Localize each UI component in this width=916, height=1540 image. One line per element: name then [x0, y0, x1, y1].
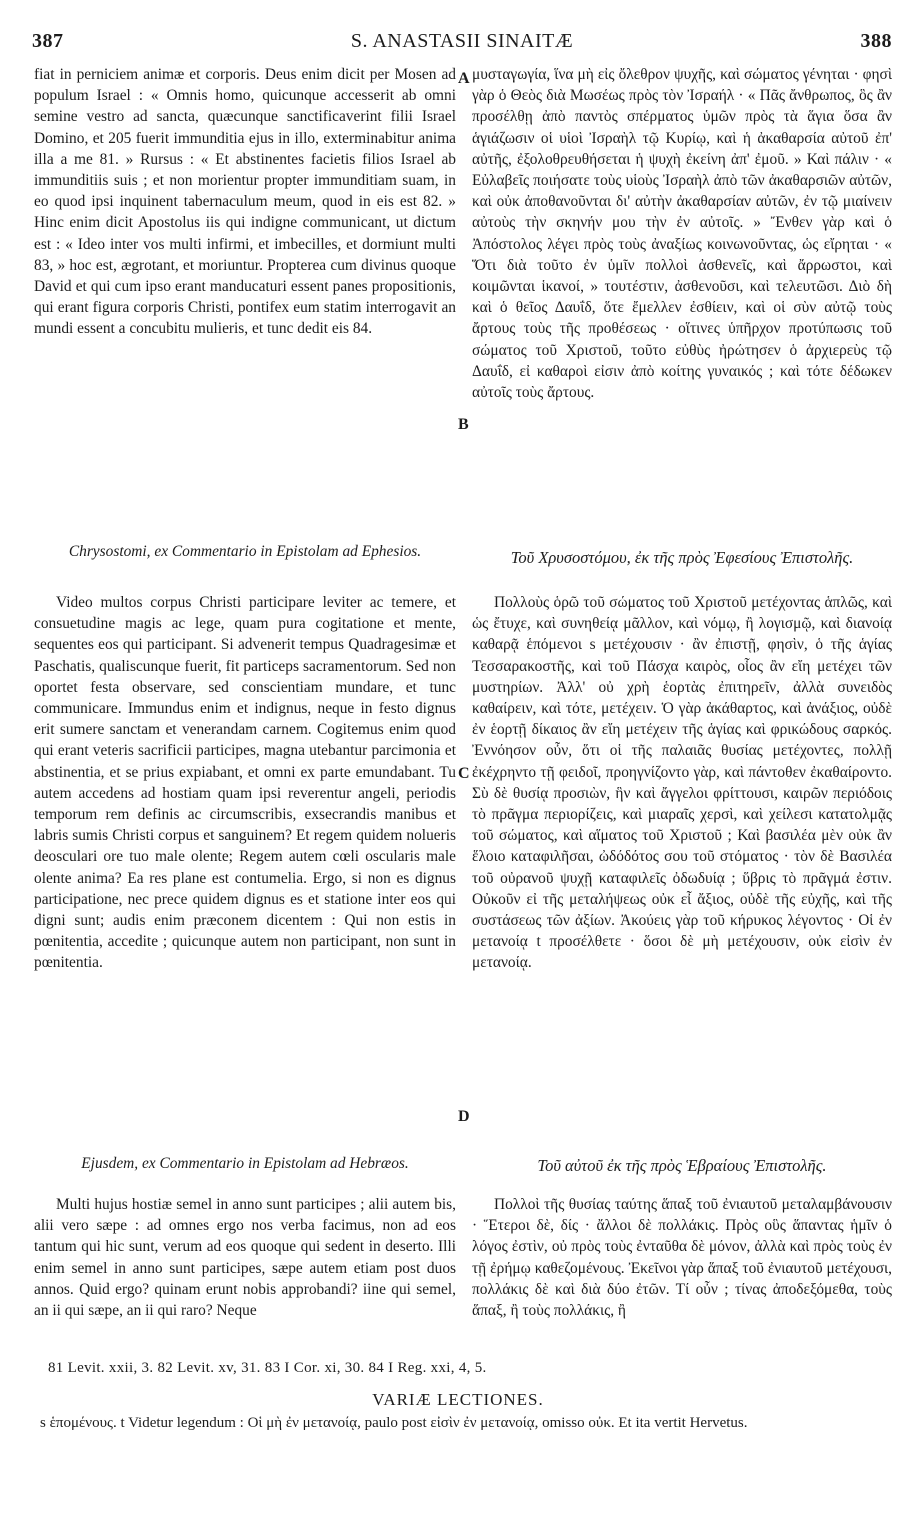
greek-section-ephesios — [472, 548, 892, 567]
footnotes: 81 Levit. xxii, 3. 82 Levit. xv, 31. 83 I Cor. xi, 30. 84 I Reg. xxi, 4, 5. — [48, 1360, 487, 1376]
latin-body-hebraeos: Multi hujus hostiæ semel in anno sunt participes ; alii autem bis, alii vero sæpe : ad omnes ergo nos verba facimus, non ad eos tantum qui hic sunt, verum ad eos quoque qui sedent in deserto. Illi enim semel in anno sunt participes, sæpe autem etiam post duos annos. Quid ergo? quinam erunt nobis approbandi? iine qui semel, an ii qui sæpe, an ii qui raro? Neque — [34, 1196, 456, 1320]
latin-body-ephesios: Video multos corpus Christi participare leviter ac temere, et consuetudine magis ac lege, quam pura cogitatione et mente, sequentes eos qui participant. Si advenerit tempus Quadragesimæ et Paschatis, qualiscunque fuerit, fit particeps sacramentorum. Sed non oportet festa observare, sed conscientiam mundare, et tunc communicare. Immundus enim et indignus, neque in festo dignus erit sumere sanctam et venerandam carnem. Cogitemus enim quod qui erant veteris sacrificii participes, magna utebantur parcimonia et abstinentia, et se prius expiabant, et omni ex parte emundabant. Tu autem accedens ad hostiam quam ipsi reverentur angeli, periodis temporum rem definis ac circumscribis, exsecrandis manibus et labris sumis Christi corpus et sanguinem? Et regem quidem nolueris deosculari ore tuo male olente; Regem autem cœli oscularis male olente anima? Ea res plane est contumelia. Ergo, si non es dignus participatione, nec prece quidem dignus es et statione inter eos qui digni sunt; audis enim præconem dicentem : Qui non estis in pœnitentia, accedite ; quicunque autem non participant, non sunt in pœnitentia. — [34, 594, 456, 972]
variae-lectiones-heading: VARIÆ LECTIONES. — [372, 1390, 544, 1409]
greek-intro — [472, 64, 892, 403]
latin-section-hebraeos — [34, 1154, 456, 1173]
page-header — [32, 30, 892, 56]
latin-body-ephesios-block — [34, 592, 456, 974]
latin-body-hebraeos-block — [34, 1194, 456, 1321]
variae-lectiones-text: s ἑπομένους. t Videtur legendum : Οἱ μὴ ἐν μετανοίᾳ, paulo post εἰσὶν ἐν μετανοίᾳ, omisso οὐκ. Et ita vertit Hervetus. — [40, 1415, 748, 1431]
greek-body-hebraeos: Πολλοὶ τῆς θυσίας ταύτης ἅπαξ τοῦ ἐνιαυτοῦ μεταλαμβάνουσιν · Ἕτεροι δὲ, δίς · ἄλλοι δὲ πολλάκις. Πρὸς οὓς ἅπαντας ἡμῖν ὁ λόγος ἐστὶν, οὐ πρὸς τοὺς ἐνταῦθα δὲ μόνον, ἀλλὰ καὶ πρὸς τοὺς ἐν τῇ ἐρήμῳ καθεζομένους. Ἐκεῖνοι γὰρ ἅπαξ τοῦ ἐνιαυτοῦ μετέχουσι, πολλάκις δὲ καὶ διὰ δύο ἐτῶν. Τί οὖν ; τίνας ἀποδεξόμεθα, τοὺς ἅπαξ, ἢ τοὺς πολλάκις, ἢ — [472, 1196, 892, 1320]
page-number-left: 387 — [32, 30, 64, 52]
running-title: S. ANASTASII SINAITÆ — [350, 30, 574, 52]
margin-marker-a: A — [458, 70, 470, 87]
latin-intro-text: fiat in perniciem animæ et corporis. Deus enim dicit per Mosen ad populum Israel : « Omnis homo, quicunque accesserit ab omni semine vestro ad sancta, quæcunque sanctificaverint filii Israel Domino, et 205 fuerit immunditia ejus in illo, exterminabitur anima illa a me 81. » Rursus : « Et abstinentes facietis filios Israel ab immunditiis suis ; et non morientur propter immunditiam suam, in eo quod ipsi inquinent tabernaculum meum, quod in eis est 82. » Hinc enim dicit Apostolus iis qui indigne communicant, ut dictum est : « Ideo inter vos multi infirmi, et imbecilles, et dormiunt multi 83, » hoc est, ægrotant, et moriuntur. Propterea cum divinus quoque David et qui cum ipso erant manducaturi essent panes propositionis, qui erant figura corporis Christi, pontifex eum statim interrogavit an mundi essent a concubitu mulieris, et tunc dedit eis 84. — [34, 66, 456, 338]
greek-title-ephesios: Τοῦ Χρυσοστόμου, ἐκ τῆς πρὸς Ἐφεσίους Ἐπιστολῆς. — [510, 548, 854, 567]
page-number-right: 388 — [860, 30, 892, 52]
greek-title-hebraeos: Τοῦ αὐτοῦ ἐκ τῆς πρὸς Ἑβραίους Ἐπιστολῆς. — [537, 1156, 827, 1175]
greek-body-ephesios: Πολλοὺς ὁρῶ τοῦ σώματος τοῦ Χριστοῦ μετέχοντας ἁπλῶς, καὶ ὡς ἔτυχε, καὶ συνηθείᾳ μᾶλλον, καὶ νόμῳ, ἢ λογισμῷ, καὶ διανοίᾳ καθαρᾷ ἑπόμενοι s μετέχουσιν · ἂν ἐπιστῇ, φησὶν, ὁ τῆς ἁγίας Τεσσαρακοστῆς, καὶ τοῦ Πάσχα καιρὸς, οἷος ἂν εἴη μετέχει τῶν μυστηρίων. Ἀλλ' οὐ χρὴ ἑορτὰς ἐπιτηρεῖν, ἀλλὰ συνειδὸς καθαίρειν, καὶ τότε, μετέχειν. Ὁ γὰρ ἀκάθαρτος, καὶ ἀνάξιος, οὐδὲ ἐν ἑορτῇ δίκαιος ἂν εἴη μετέχειν τῆς ἁγίας καὶ φρικώδους σαρκός. Ἐννόησον οὖν, ὅτι οἱ τῆς παλαιᾶς θυσίας μετέχοντες, πολλῇ ἐκέχρηντο τῇ φειδοῖ, προηγνίζοντο γὰρ, καὶ πάντοθεν ἐκαθαίροντο. Σὺ δὲ θυσίᾳ προσιὼν, ἣν καὶ ἄγγελοι φρίττουσι, καιρῶν περιόδοις τὸ πρᾶγμα περιορίζεις, καὶ μιαραῖς χερσὶ, καὶ χείλεσι κατατολμᾷς τοῦ σώματος, καὶ αἵματος τοῦ Χριστοῦ ; Καὶ βασιλέα μὲν οὐκ ἂν ἕλοιο καταφιλῆσαι, ὠδόδότος σου τοῦ στόματος · τὸν δὲ Βασιλέα τοῦ οὐρανοῦ ψυχῇ καταφιλεῖς ὀδωδυίᾳ ; ὕβρις τὸ πρᾶγμά ἐστιν. Οὐκοῦν εἰ τῆς μεταλήψεως οὐκ εἶ ἄξιος, οὐδὲ τῆς εὐχῆς, καὶ τῆς συστάσεως τῶν ἀξίων. Ἀκούεις γὰρ τοῦ κήρυκος λέγοντος · Οἱ ἐν μετανοίᾳ t προσέλθετε · ὅσοι δὲ μὴ μετέχουσιν, οὐκ εἰσὶν ἐν μετανοίᾳ. — [472, 594, 892, 972]
latin-section-ephesios — [34, 542, 456, 561]
margin-marker-b: B — [458, 416, 469, 433]
latin-intro — [34, 64, 456, 340]
greek-body-ephesios-block — [472, 592, 892, 974]
margin-marker-d: D — [458, 1108, 470, 1125]
greek-intro-text: μυσταγωγία, ἵνα μὴ εἰς ὄλεθρον ψυχῆς, καὶ σώματος γένηται · φησὶ γὰρ ὁ Θεὸς διὰ Μωσέως πρὸς τὸν Ἰσραήλ · « Πᾶς ἄνθρωπος, ὃς ἂν προσέλθῃ ἀπὸ παντὸς σπέρματος ὑμῶν πρὸς τὰ ἅγια ὅσα ἂν ἁγιάζωσιν οἱ υἱοὶ Ἰσραὴλ τῷ Κυρίῳ, καὶ ἡ ἀκαθαρσία αὐτοῦ ἐπ' αὐτῆς, ἐξολοθρευθήσεται ἡ ψυχὴ ἐκείνη ἀπ' ἐμοῦ. » Καὶ πάλιν · « Εὐλαβεῖς ποιήσατε τοὺς υἱοὺς Ἰσραὴλ ἀπὸ τῶν ἀκαθαρσιῶν αὐτῶν, καὶ οὐκ ἀποθανοῦνται δι' αὐτὴν ἀκαθαρσίαν αὐτῶν, ἐν τῷ μιαίνειν αὐτοὺς τὴν σκηνήν μου τὴν ἐν αὐτοῖς. » Ἔνθεν γὰρ καὶ ὁ Ἀπόστολος λέγει πρὸς τοὺς ἀναξίως κοινωνοῦντας, ὡς εἴρηται · « Ὅτι διὰ τοῦτο ἐν ὑμῖν πολλοὶ ἀσθενεῖς, καὶ ἄρρωστοι, καὶ κοιμῶνται ἱκανοί, » τουτέστιν, ἀσθενοῦσι, καὶ τελευτῶσι. Διὸ δὴ καὶ ὁ θεῖος Δαυΐδ, ὅτε ἔμελλεν ἐσθίειν, καὶ οἱ σὺν αὐτῷ τοὺς ἄρτους τοὺς τῆς προθέσεως · οἵτινες ὑπῆρχον προτύπωσις τοῦ σώματος τοῦ Χριστοῦ, τοῦτο εὐθὺς ἠρώτησεν ὁ ἀρχιερεὺς τῷ Δαυΐδ, εἰ καθαροὶ εἰσιν ἀπὸ κοίτης γυναικός ; καὶ τότε δέδωκεν αὐτοῖς τοὺς ἄρτους. — [472, 66, 892, 402]
margin-marker-c: C — [458, 765, 470, 782]
latin-title-hebraeos: Ejusdem, ex Commentario in Epistolam ad Hebræos. — [81, 1155, 409, 1172]
latin-title-ephesios: Chrysostomi, ex Commentario in Epistolam ad Ephesios. — [68, 543, 422, 560]
greek-body-hebraeos-block — [472, 1194, 892, 1321]
greek-section-hebraeos — [472, 1156, 892, 1175]
